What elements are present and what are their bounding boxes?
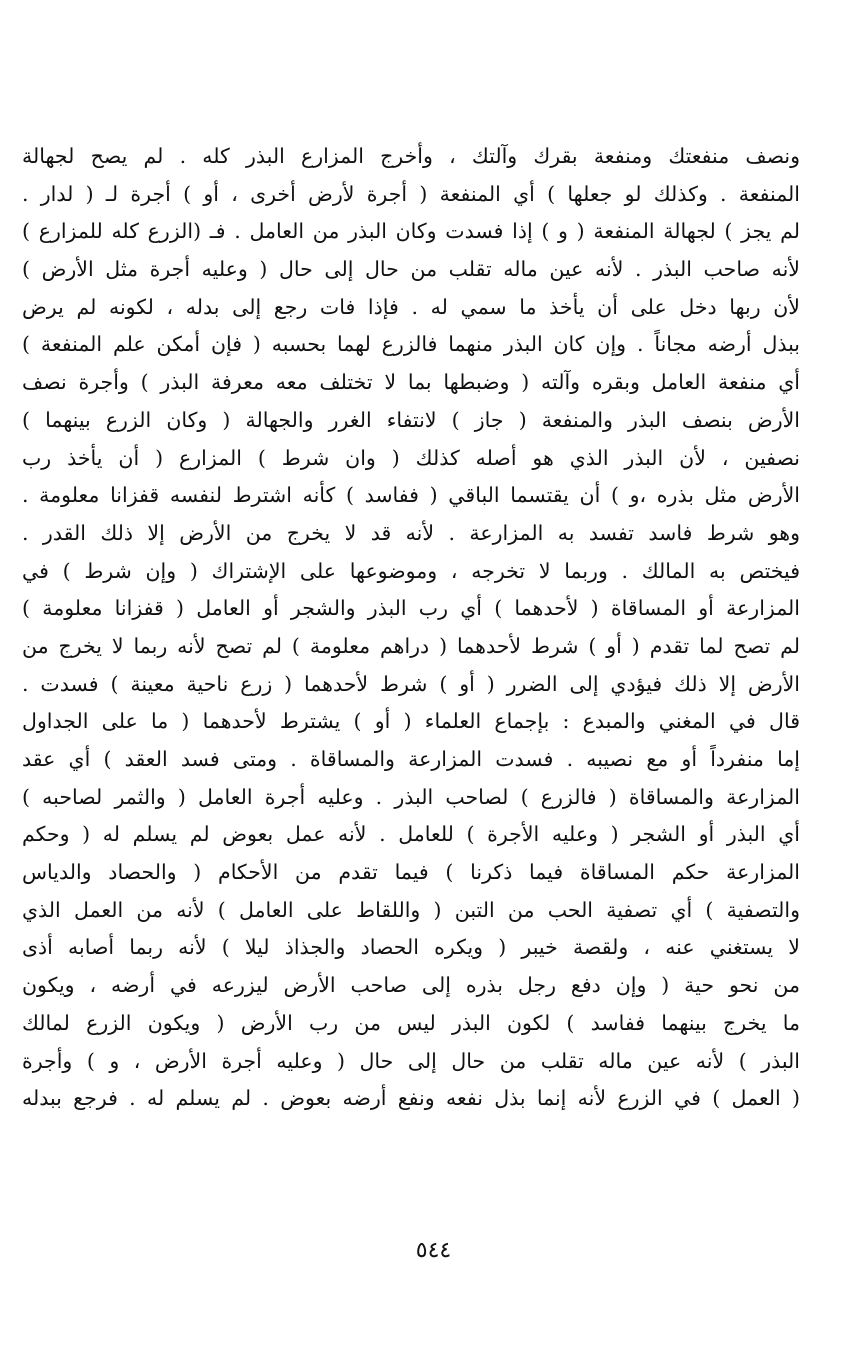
text-line: البذر ) لأنه عين ماله تقلب من حال إلى حال ( وعليه أجرة الأرض ، و ) وأجرة — [22, 1048, 800, 1073]
text-line: أي البذر أو الشجر ( وعليه الأجرة ) للعامل . لأنه عمل بعوض لم يسلم له ( وحكم — [22, 822, 800, 847]
body-text — [22, 138, 800, 1118]
text-line: ببذل أرضه مجاناً . وإن كان البذر منهما فالزرع لهما بحسبه ( فإن أمكن علم المنفعة ) — [22, 332, 800, 357]
text-line: قال في المغني والمبدع : بإجماع العلماء ( أو ) يشترط لأحدهما ( ما على الجداول — [22, 709, 800, 734]
text-line: من نحو حية ( وإن دفع رجل بذره إلى صاحب الأرض ليزرعه في أرضه ، ويكون — [22, 973, 800, 998]
page-number: ٥٤٤ — [415, 1238, 452, 1263]
text-line: لأنه صاحب البذر . لأنه عين ماله تقلب من حال إلى حال ( وعليه أجرة مثل الأرض ) — [22, 257, 800, 282]
text-line: والتصفية ) أي تصفية الحب من التبن ( واللقاط على العامل ) لأنه من العمل الذي — [22, 897, 800, 922]
text-line: وهو شرط فاسد تفسد به المزارعة . لأنه قد لا يخرج من الأرض إلا ذلك القدر . — [22, 520, 800, 545]
text-line: الأرض إلا ذلك فيؤدي إلى الضرر ( أو ) شرط لأحدهما ( زرع ناحية معينة ) فسدت . — [22, 671, 800, 696]
text-line: المزارعة والمساقاة ( فالزرع ) لصاحب البذر . وعليه أجرة العامل ( والثمر لصاحبه ) — [22, 784, 800, 809]
text-line: ما يخرج بينهما ففاسد ) لكون البذر ليس من رب الأرض ( ويكون الزرع لمالك — [22, 1010, 800, 1035]
text-line: المزارعة أو المساقاة ( لأحدهما ) أي رب البذر والشجر أو العامل ( قفزانا معلومة ) — [22, 596, 800, 621]
text-line: ونصف منفعتك ومنفعة بقرك وآلتك ، وأخرج المزارع البذر كله . لم يصح لجهالة — [22, 144, 800, 168]
text-line: إما منفرداً أو مع نصيبه . فسدت المزارعة والمساقاة . ومتى فسد العقد ) أي عقد — [22, 747, 800, 771]
text-line: لم تصح لما تقدم ( أو ) شرط لأحدهما ( دراهم معلومة ) لم تصح لأنه ربما لا يخرج من — [22, 633, 800, 658]
text-line: المزارعة حكم المساقاة فيما ذكرنا ) فيما تقدم من الأحكام ( والحصاد والدياس — [22, 860, 800, 885]
text-line: الأرض مثل بذره ،و ) أن يقتسما الباقي ( ففاسد ) كأنه اشترط لنفسه قفزانا معلومة . — [22, 483, 800, 508]
text-line: المنفعة . وكذلك لو جعلها ) أي المنفعة ( أجرة لأرض أخرى ، أو ) أجرة لـ ( لدار . — [22, 181, 800, 206]
text-line: لا يستغني عنه ، ولقصة خيبر ( ويكره الحصاد والجذاذ ليلا ) لأنه ربما أصابه أذى — [22, 935, 800, 960]
text-line: لأن ربها دخل على أن يأخذ ما سمي له . فإذا فات رجع إلى بدله ، لكونه لم يرض — [22, 294, 800, 319]
text-line: لم يجز ) لجهالة المنفعة ( و ) إذا فسدت وكان البذر من العامل . فـ (الزرع كله للمزارع ) — [22, 219, 800, 244]
text-line: ( العمل ) في الزرع لأنه إنما بذل نفعه ونفع أرضه بعوض . لم يسلم له . فرجع ببدله — [22, 1086, 800, 1111]
text-line: فيختص به المالك . وربما لا تخرجه ، وموضوعها على الإشتراك ( وإن شرط ) في — [22, 558, 800, 583]
text-line: الأرض بنصف البذر والمنفعة ( جاز ) لانتفاء الغرر والجهالة ( وكان الزرع بينهما ) — [22, 407, 800, 432]
text-line: نصفين ، لأن البذر الذي هو أصله كذلك ( وان شرط ) المزارع ( أن يأخذ رب — [22, 445, 800, 470]
text-line: أي منفعة العامل وبقره وآلته ( وضبطها بما لا تختلف معه معرفة البذر ) وأجرة نصف — [22, 370, 800, 395]
